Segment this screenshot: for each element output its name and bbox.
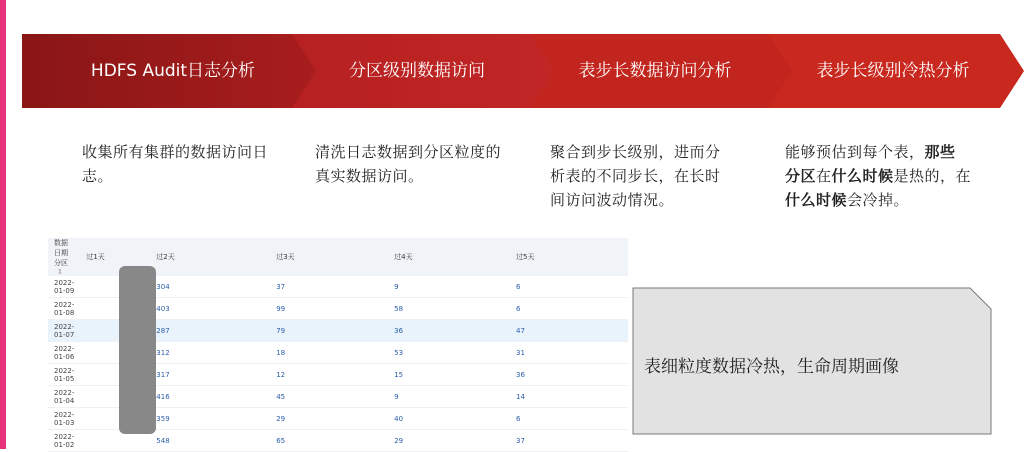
column-header-date[interactable]: 数据日期分区⇕ xyxy=(48,238,80,276)
cell-date: 2022-01-09 xyxy=(48,276,80,298)
step-description-4: 能够预估到每个表，那些 分区在什么时候是热的，在什么时候会冷掉。 xyxy=(785,143,972,209)
cell-date: 2022-01-03 xyxy=(48,408,80,430)
column-header-day4: 过4天 xyxy=(388,238,510,276)
cell-value: 40 xyxy=(388,408,510,430)
note-text: 表细粒度数据冷热，生命周期画像 xyxy=(644,357,899,377)
cell-value: 79 xyxy=(270,320,388,342)
column-header-day2: 过2天 xyxy=(150,238,270,276)
step-description-1: 收集所有集群的数据访问日志。 xyxy=(82,143,269,185)
column-header-day5: 过5天 xyxy=(510,238,628,276)
cell-value: 15 xyxy=(388,364,510,386)
cell-value: 14 xyxy=(510,386,628,408)
cell-value: 45 xyxy=(270,386,388,408)
step-label-2: 分区级别数据访问 xyxy=(349,61,485,81)
step-label-4: 表步长级别冷热分析 xyxy=(816,61,970,81)
column-header-day1: 过1天 xyxy=(80,238,150,276)
cell-value: 18 xyxy=(270,342,388,364)
cell-value: 53 xyxy=(388,342,510,364)
redaction-block xyxy=(119,266,156,434)
sort-icon[interactable]: ⇕ xyxy=(57,268,63,276)
cell-value: 12 xyxy=(270,364,388,386)
cell-value: 416 xyxy=(150,386,270,408)
accent-bar xyxy=(0,0,6,449)
step-label-1: HDFS Audit日志分析 xyxy=(90,61,256,81)
cell-value: 6 xyxy=(510,298,628,320)
process-flow xyxy=(22,34,1024,108)
cell-value: 65 xyxy=(270,430,388,452)
cell-value: 312 xyxy=(150,342,270,364)
cell-value: 6 xyxy=(510,408,628,430)
cell-value: 29 xyxy=(270,408,388,430)
cell-value: 9 xyxy=(388,386,510,408)
note-card xyxy=(632,287,992,435)
cell-date: 2022-01-08 xyxy=(48,298,80,320)
cell-value: 6 xyxy=(510,276,628,298)
cell-value: 36 xyxy=(388,320,510,342)
cell-value: 37 xyxy=(510,430,628,452)
cell-value: 29 xyxy=(388,430,510,452)
cell-value: 99 xyxy=(270,298,388,320)
cell-value: 47 xyxy=(510,320,628,342)
cell-value: 37 xyxy=(270,276,388,298)
heat-table xyxy=(48,238,628,449)
step-description-3: 聚合到步长级别，进而分 析表的不同步长，在长时 间访问波动情况。 xyxy=(550,143,721,209)
cell-value: 58 xyxy=(388,298,510,320)
column-header-day3: 过3天 xyxy=(270,238,388,276)
cell-date: 2022-01-02 xyxy=(48,430,80,452)
cell-date: 2022-01-06 xyxy=(48,342,80,364)
cell-value: 359 xyxy=(150,408,270,430)
cell-date: 2022-01-04 xyxy=(48,386,80,408)
cell-date: 2022-01-05 xyxy=(48,364,80,386)
cell-value: 304 xyxy=(150,276,270,298)
cell-value: 9 xyxy=(388,276,510,298)
cell-value: 548 xyxy=(150,430,270,452)
cell-value: 36 xyxy=(510,364,628,386)
cell-value: 31 xyxy=(510,342,628,364)
cell-value: 287 xyxy=(150,320,270,342)
step-label-3: 表步长数据访问分析 xyxy=(578,61,732,81)
cell-value: 317 xyxy=(150,364,270,386)
cell-date: 2022-01-07 xyxy=(48,320,80,342)
cell-value: 403 xyxy=(150,298,270,320)
step-description-2: 清洗日志数据到分区粒度的真实数据访问。 xyxy=(315,143,502,185)
